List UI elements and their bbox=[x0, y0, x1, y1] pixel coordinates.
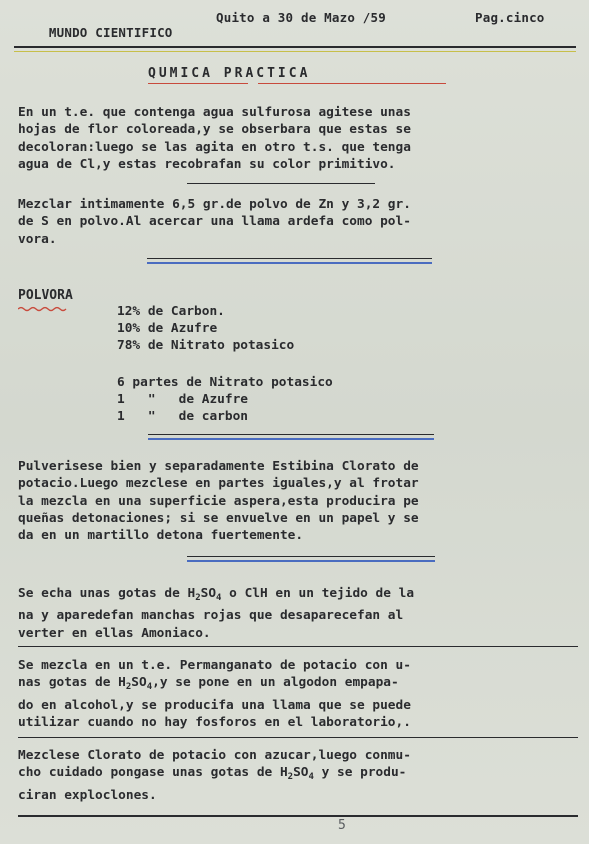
p6-text: cho cuidado pongase unas gotas de H bbox=[18, 765, 288, 781]
parts-list bbox=[117, 374, 333, 425]
publication-name: MUNDO CIENTIFICO bbox=[48, 25, 173, 40]
percentage-item: 12% de Carbon. bbox=[117, 304, 225, 319]
divider-3 bbox=[148, 434, 434, 435]
header-date: Quito a 30 de Mazo /59 bbox=[216, 10, 386, 25]
polvora-underline bbox=[18, 306, 68, 312]
paragraph-3: Pulverisese bien y separadamente Estibina Clorato de potacio.Luego mezclese en partes iguales,y al frotar la mezcla en una superficie aspera,esta producira pe queñas detonaciones; si se envuelve en un papel y se da en un martillo detona fuertemente. bbox=[18, 459, 419, 544]
p6-text: ciran exploclones. bbox=[18, 787, 157, 803]
title-underline-right bbox=[258, 83, 446, 84]
page-number: 5 bbox=[338, 818, 346, 833]
divider-4-blue bbox=[187, 560, 435, 562]
section-title bbox=[148, 66, 310, 81]
parts-item: 1 " de carbon bbox=[117, 409, 248, 424]
header-page: Pag.cinco bbox=[475, 10, 545, 25]
p6-subscript: 2 bbox=[287, 772, 294, 783]
p5-text: utilizar cuando no hay fosforos en el laboratorio,. bbox=[18, 714, 411, 730]
p6-subscript: 4 bbox=[308, 772, 314, 783]
header-rule-yellow bbox=[14, 51, 576, 52]
paragraph-5 bbox=[18, 657, 578, 731]
divider-3-blue bbox=[148, 438, 434, 440]
polvora-label: POLVORA bbox=[18, 288, 73, 303]
paragraph-2: Mezclar intimamente 6,5 gr.de polvo de Zn y 3,2 gr. de S en polvo.Al acercar una llama ardefa como pol- vora. bbox=[18, 197, 411, 247]
p6-text: Mezclese Clorato de potacio con azucar,luego conmu- bbox=[18, 748, 411, 763]
p5-text: do en alcohol,y se producifa una llama que se puede bbox=[18, 697, 411, 713]
p5-subscript: 4 bbox=[146, 682, 153, 693]
p4-text: Se echa unas gotas de H bbox=[18, 586, 196, 601]
divider-5 bbox=[18, 646, 578, 647]
footer-rule bbox=[18, 815, 578, 817]
header-rule bbox=[14, 46, 576, 48]
p5-text: SO bbox=[131, 675, 147, 691]
divider-6 bbox=[18, 737, 578, 738]
p5-text: ,y se pone en un algodon empapa- bbox=[152, 675, 399, 691]
p5-text: Se mezcla en un t.e. Permanganato de potacio con u- bbox=[18, 658, 411, 673]
p6-text: SO bbox=[293, 765, 309, 781]
divider-4 bbox=[187, 556, 435, 557]
section-title-text: QUMICA PRACTICA bbox=[148, 66, 311, 81]
p6-text: y se produ- bbox=[313, 765, 407, 781]
parts-item: 6 partes de Nitrato potasico bbox=[117, 375, 333, 390]
paragraph-6 bbox=[18, 747, 578, 804]
p4-text: verter en ellas Amoniaco. bbox=[18, 625, 211, 641]
p4-text: SO bbox=[200, 586, 217, 601]
parts-item: 1 " de Azufre bbox=[117, 392, 248, 407]
p4-subscript: 4 bbox=[216, 593, 222, 603]
divider-2-blue bbox=[147, 262, 432, 264]
divider-1 bbox=[187, 183, 375, 184]
title-underline-left bbox=[148, 83, 248, 84]
p4-subscript: 2 bbox=[195, 593, 201, 603]
paragraph-4 bbox=[18, 585, 578, 642]
percentage-item: 10% de Azufre bbox=[117, 321, 218, 336]
p5-subscript: 2 bbox=[125, 682, 132, 693]
p4-text: na y aparedefan manchas rojas que desaparecefan al bbox=[18, 608, 404, 624]
paragraph-1: En un t.e. que contenga agua sulfurosa agitese unas hojas de flor coloreada,y se obserbara que estas se decoloran:luego se las agita en otro t.s. que tenga agua de Cl,y estas recobrafan su color primitivo. bbox=[18, 105, 411, 172]
p5-text: nas gotas de H bbox=[18, 675, 126, 691]
p4-text: o ClH en un tejido de la bbox=[221, 586, 415, 601]
percentage-item: 78% de Nitrato potasico bbox=[117, 338, 295, 353]
percentage-list bbox=[117, 303, 294, 354]
divider-2 bbox=[147, 258, 432, 259]
